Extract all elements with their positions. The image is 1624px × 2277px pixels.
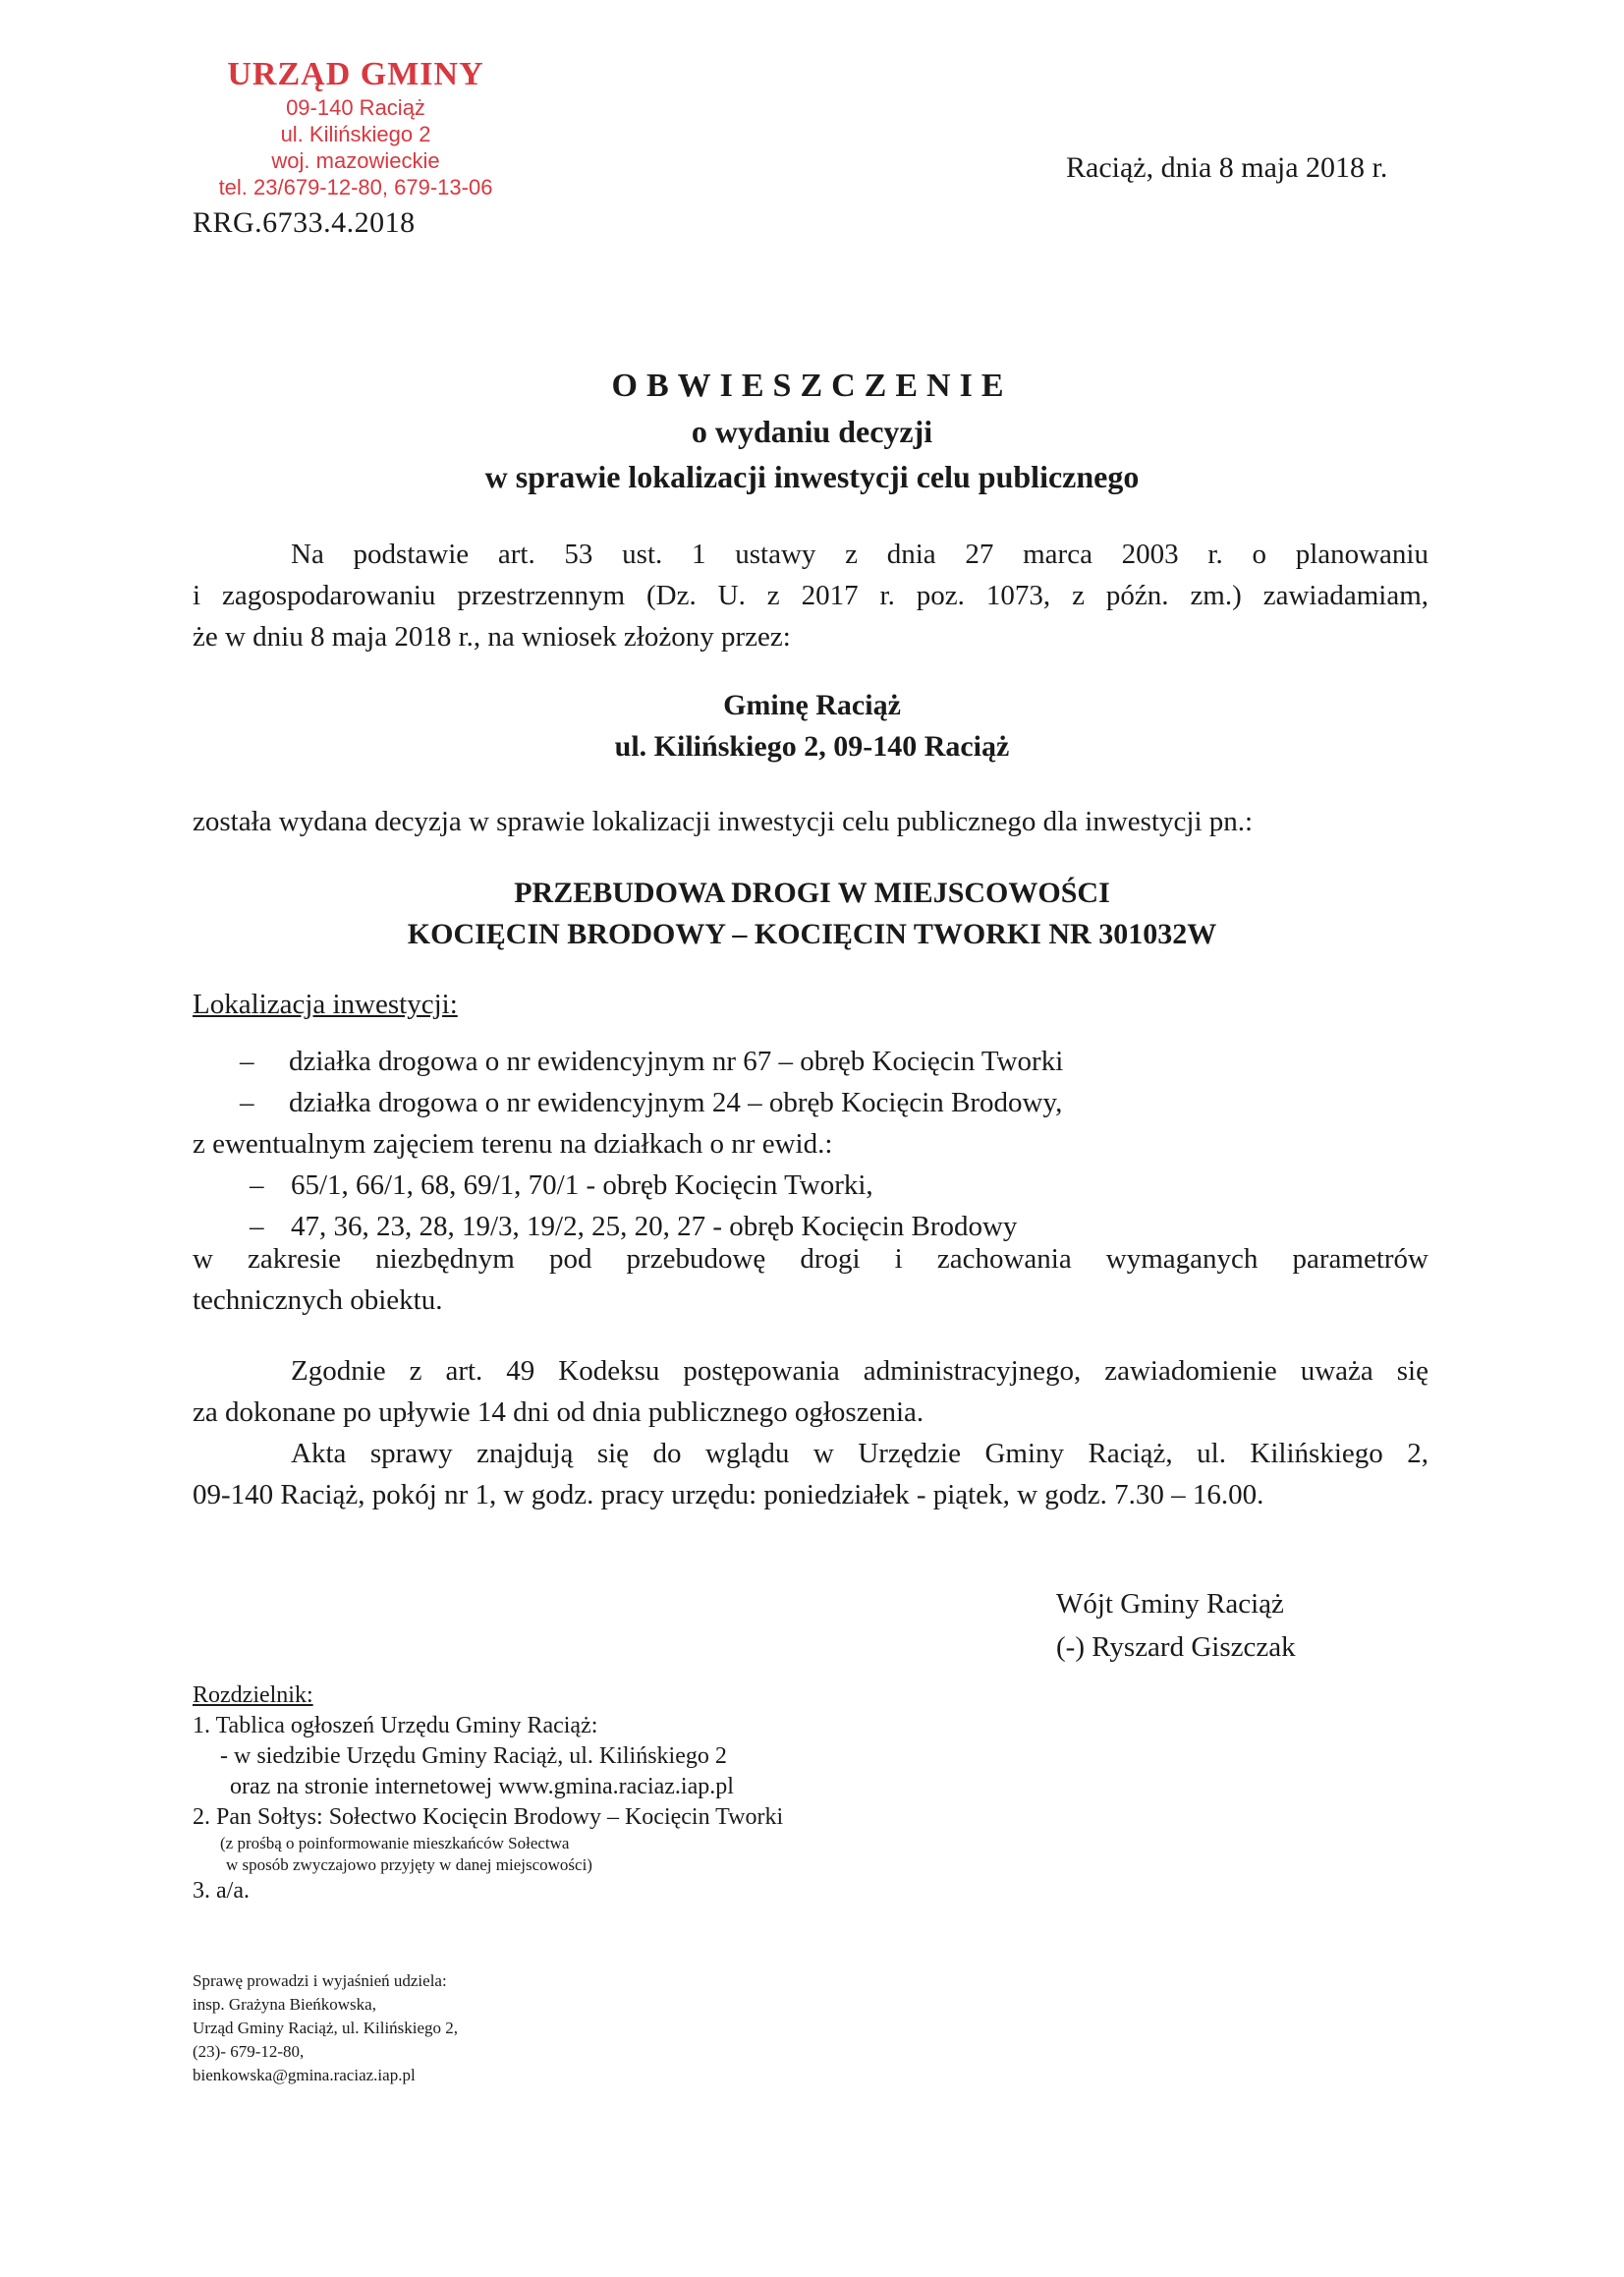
signatory-name: (-) Ryszard Giszczak [1056, 1631, 1296, 1663]
notice-line-2: za dokonane po upływie 14 dni od dnia publicznego ogłoszenia. [193, 1396, 924, 1428]
distribution-item-2-note-2: w sposób zwyczajowo przyjęty w danej miejscowości) [226, 1855, 592, 1874]
list-item [193, 1123, 1428, 1165]
applicant-name: Gminę Raciąż [723, 689, 901, 721]
office-stamp [189, 55, 523, 200]
scope-paragraph [193, 1238, 1428, 1321]
notice-line-4: 09-140 Raciąż, pokój nr 1, w godz. pracy urzędu: poniedziałek - piątek, w godz. 7.30 – 16.00. [193, 1479, 1264, 1510]
list-dash: – [240, 1046, 254, 1077]
distribution-list [193, 1680, 783, 1907]
distribution-item-3: 3. a/a. [193, 1878, 250, 1904]
location-occupancy: z ewentualnym zajęciem terenu na działkach o nr ewid.: [193, 1128, 833, 1160]
contact-line-1: Sprawę prowadzi i wyjaśnień udziela: [193, 1971, 447, 1990]
signature-block [1056, 1582, 1296, 1669]
list-item [193, 1165, 1428, 1206]
document-title: OBWIESZCZENIE [611, 368, 1013, 404]
location-item-4: 47, 36, 23, 28, 19/3, 19/2, 25, 20, 27 - obręb Kocięcin Brodowy [291, 1211, 1018, 1242]
list-item [193, 1041, 1428, 1082]
stamp-phone: tel. 23/679-12-80, 679-13-06 [218, 175, 493, 199]
location-item-1: działka drogowa o nr ewidencyjnym nr 67 – obręb Kocięcin Tworki [289, 1046, 1064, 1077]
city-date: Raciąż, dnia 8 maja 2018 r. [1066, 151, 1388, 184]
distribution-item-1: 1. Tablica ogłoszeń Urzędu Gminy Raciąż: [193, 1713, 598, 1738]
stamp-region: woj. mazowieckie [271, 148, 440, 173]
location-list [193, 1041, 1428, 1247]
contact-email: bienkowska@gmina.raciaz.iap.pl [193, 2066, 416, 2084]
location-label: Lokalizacja inwestycji: [193, 989, 458, 1020]
notice-paragraph [193, 1350, 1428, 1515]
applicant-block [0, 685, 1624, 768]
distribution-item-2: 2. Pan Sołtys: Sołectwo Kocięcin Brodowy – Kocięcin Tworki [193, 1804, 784, 1830]
stamp-street: ul. Kilińskiego 2 [280, 122, 431, 146]
intro-line-2: i zagospodarowaniu przestrzennym (Dz. U. z 2017 r. poz. 1073, z późn. zm.) zawiadamiam, [193, 580, 1428, 611]
project-title-line-1: PRZEBUDOWA DROGI W MIEJSCOWOŚCI [514, 877, 1110, 909]
document-heading [0, 364, 1624, 499]
distribution-item-1-sub-2: oraz na stronie internetowej www.gmina.raciaz.iap.pl [230, 1774, 734, 1799]
list-dash: – [240, 1087, 254, 1118]
location-item-2: działka drogowa o nr ewidencyjnym 24 – obręb Kocięcin Brodowy, [289, 1087, 1063, 1118]
contact-phone: (23)- 679-12-80, [193, 2042, 305, 2061]
decision-text: została wydana decyzja w sprawie lokalizacji inwestycji celu publicznego dla inwestycji pn.: [193, 806, 1254, 837]
stamp-title: URZĄD GMINY [227, 56, 484, 92]
distribution-item-1-sub-1: - w siedzibie Urzędu Gminy Raciąż, ul. Kilińskiego 2 [220, 1743, 727, 1769]
contact-address: Urząd Gminy Raciąż, ul. Kilińskiego 2, [193, 2019, 459, 2037]
signatory-title: Wójt Gminy Raciąż [1056, 1588, 1284, 1620]
intro-paragraph [193, 534, 1428, 657]
reference-number: RRG.6733.4.2018 [193, 206, 416, 239]
scope-line-2: technicznych obiektu. [193, 1284, 443, 1316]
distribution-label: Rozdzielnik: [193, 1682, 313, 1708]
intro-line-3: że w dniu 8 maja 2018 r., na wniosek złożony przez: [193, 621, 791, 653]
applicant-address: ul. Kilińskiego 2, 09-140 Raciąż [614, 730, 1010, 763]
list-dash: – [250, 1169, 264, 1201]
project-title [0, 873, 1624, 955]
scope-line-1: w zakresie niezbędnym pod przebudowę drogi i zachowania wymaganych parametrów [193, 1243, 1428, 1275]
document-subtitle-2: w sprawie lokalizacji inwestycji celu publicznego [484, 459, 1140, 494]
intro-line-1: Na podstawie art. 53 ust. 1 ustawy z dnia 27 marca 2003 r. o planowaniu [291, 539, 1428, 570]
location-item-3: 65/1, 66/1, 68, 69/1, 70/1 - obręb Kocięcin Tworki, [291, 1169, 873, 1201]
notice-line-1: Zgodnie z art. 49 Kodeksu postępowania administracyjnego, zawiadomienie uważa się [291, 1355, 1428, 1387]
contact-block [193, 1969, 458, 2087]
stamp-postal: 09-140 Raciąż [286, 95, 425, 120]
project-title-line-2: KOCIĘCIN BRODOWY – KOCIĘCIN TWORKI NR 301032W [407, 918, 1217, 950]
distribution-item-2-note-1: (z prośbą o poinformowanie mieszkańców Sołectwa [220, 1834, 570, 1852]
contact-person: insp. Grażyna Bieńkowska, [193, 1995, 376, 2014]
notice-line-3: Akta sprawy znajdują się do wglądu w Urzędzie Gminy Raciąż, ul. Kilińskiego 2, [291, 1438, 1428, 1469]
list-dash: – [250, 1211, 264, 1242]
document-subtitle-1: o wydaniu decyzji [691, 414, 933, 449]
list-item [193, 1082, 1428, 1123]
